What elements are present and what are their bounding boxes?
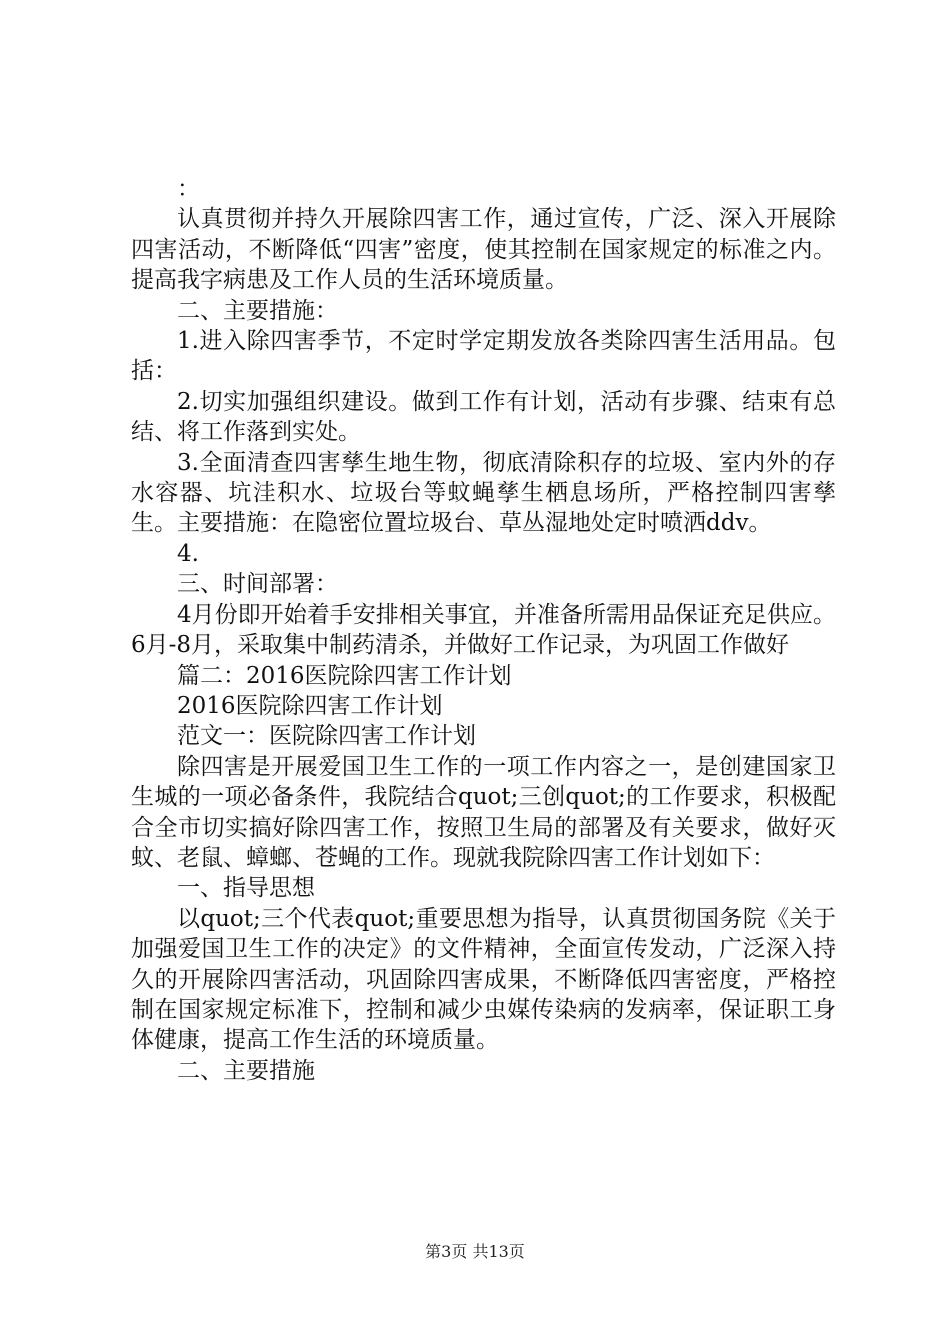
- heading-main-measures: 二、主要措施：: [177, 297, 338, 324]
- paragraph-introduction: 除四害是开展爱国卫生工作的一项工作内容之一，是创建国家卫生城的一项必备条件，我院结合quot;三创quot;的工作要求，积极配合全市切实搞好除四害工作，按照卫生局的部署及有关要求，做好灭蚊、老鼠、蟑螂、苍蝇的工作。现就我院除四害工作计划如下：: [131, 753, 836, 871]
- paragraph-measure-3: 3.全面清查四害孳生地生物，彻底清除积存的垃圾、室内外的存水容器、坑洼积水、垃圾台等蚊蝇孳生栖息场所，严格控制四害孳生。主要措施：在隐密位置垃圾台、草丛湿地处定时喷洒ddv。: [131, 449, 836, 537]
- heading-plan-title: 2016医院除四害工作计划: [177, 692, 443, 719]
- heading-time-schedule: 三、时间部署：: [177, 571, 338, 598]
- heading-guiding-thought: 一、指导思想: [177, 875, 315, 902]
- paragraph-colon: ：: [177, 176, 200, 202]
- paragraph-purpose: 认真贯彻并持久开展除四害工作，通过宣传，广泛、深入开展除四害活动，不断降低“四害”密度，使其控制在国家规定的标准之内。提高我字病患及工作人员的生活环境质量。: [131, 206, 836, 294]
- heading-main-measures-2: 二、主要措施: [177, 1057, 315, 1084]
- paragraph-measure-2: 2.切实加强组织建设。做到工作有计划，活动有步骤、结束有总结、将工作落到实处。: [131, 388, 836, 446]
- page-footer: 第3页 共13页: [425, 1242, 525, 1261]
- paragraph-guiding-thought: 以quot;三个代表quot;重要思想为指导，认真贯彻国务院《关于加强爱国卫生工作的决定》的文件精神，全面宣传发动，广泛深入持久的开展除四害活动，巩固除四害成果，不断降低四害密度，严格控制在国家规定标准下，控制和减少虫媒传染病的发病率，保证职工身体健康，提高工作生活的环境质量。: [131, 905, 836, 1054]
- paragraph-measure-4: 4.: [177, 540, 199, 567]
- document-body: [131, 174, 836, 1086]
- paragraph-schedule: 4月份即开始着手安排相关事宜，并准备所需用品保证充足供应。6月-8月，采取集中制药清杀，并做好工作记录，为巩固工作做好: [131, 601, 836, 659]
- paragraph-measure-1: 1.进入除四害季节，不定时学定期发放各类除四害生活用品。包括：: [131, 328, 836, 385]
- heading-sample-one: 范文一：医院除四害工作计划: [177, 723, 476, 750]
- heading-part-two: 篇二：2016医院除四害工作计划: [177, 662, 512, 689]
